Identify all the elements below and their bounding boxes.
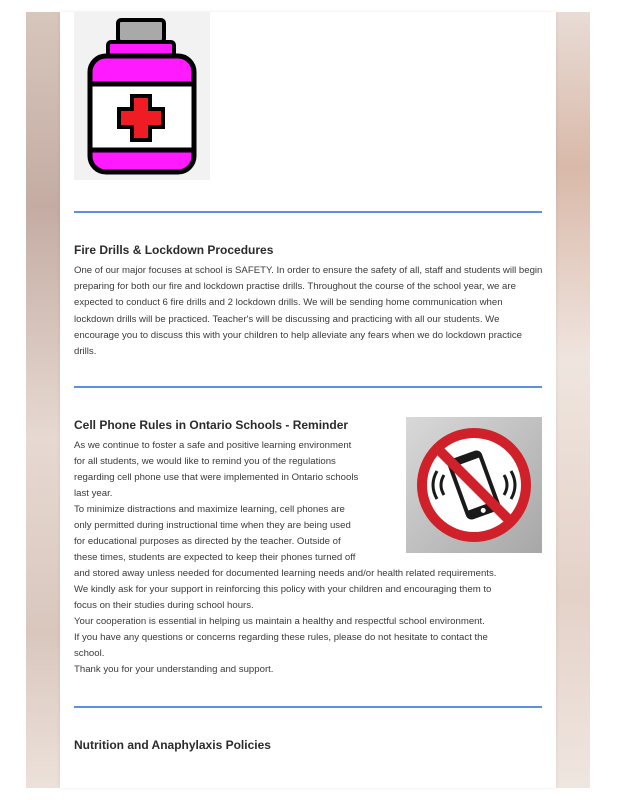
medicine-bottle-image — [74, 12, 210, 180]
cell-phone-line: If you have any questions or concerns regarding these rules, please do not hesitate to contact the — [74, 632, 488, 643]
section-title-cell-phone: Cell Phone Rules in Ontario Schools - Reminder — [74, 418, 349, 432]
cell-phone-line: Your cooperation is essential in helping us maintain a healthy and respectful school environment. — [74, 616, 485, 627]
fire-drills-text: One of our major focuses at school is SAFETY. In order to ensure the safety of all, staff and students will begin preparing for both our fire and lockdown practise drills. Throughout the course of the school year, we are expected to conduct 6 fire drills and 2 lockdown drills. We will be sending home communication when lockdown drills will be practiced. Teacher's will be discussing and practicing with all our students. We encourage you to discuss this with your children to help alleviate any fears when we do lockdown practice drills. — [74, 265, 543, 358]
cell-phone-line: for educational purposes as directed by the teacher. Outside of — [74, 536, 341, 547]
cell-phone-line: and stored away unless needed for documented learning needs and/or health related requirements. — [74, 568, 497, 579]
cell-phone-line: focus on their studies during school hours. — [74, 600, 254, 611]
section-divider — [74, 706, 542, 708]
cell-phone-line: last year. — [74, 488, 113, 499]
fire-drills-paragraph — [74, 263, 544, 360]
cell-phone-line: these times, students are expected to keep their phones turned off — [74, 552, 356, 563]
cell-phone-line: We kindly ask for your support in reinforcing this policy with your children and encouraging them to — [74, 584, 492, 595]
cell-phone-line: regarding cell phone use that were implemented in Ontario schools — [74, 472, 359, 483]
section-divider — [74, 211, 542, 213]
cell-phone-paragraph — [74, 438, 496, 678]
cell-phone-line: for all students, we would like to remind you of the regulations — [74, 456, 336, 467]
background-right-shade — [556, 12, 590, 788]
section-title-fire-drills: Fire Drills & Lockdown Procedures — [74, 243, 274, 257]
cell-phone-line: As we continue to foster a safe and positive learning environment — [74, 440, 352, 451]
section-title-nutrition: Nutrition and Anaphylaxis Policies — [74, 738, 271, 752]
cell-phone-line: school. — [74, 648, 105, 659]
cell-phone-line: only permitted during instructional time when they are being used — [74, 520, 351, 531]
cell-phone-line: To minimize distractions and maximize learning, cell phones are — [74, 504, 345, 515]
section-divider — [74, 386, 542, 388]
medicine-bottle-icon — [74, 12, 210, 180]
background-left-shade — [26, 12, 60, 788]
newsletter-card — [60, 12, 556, 788]
cell-phone-line: Thank you for your understanding and support. — [74, 664, 274, 675]
